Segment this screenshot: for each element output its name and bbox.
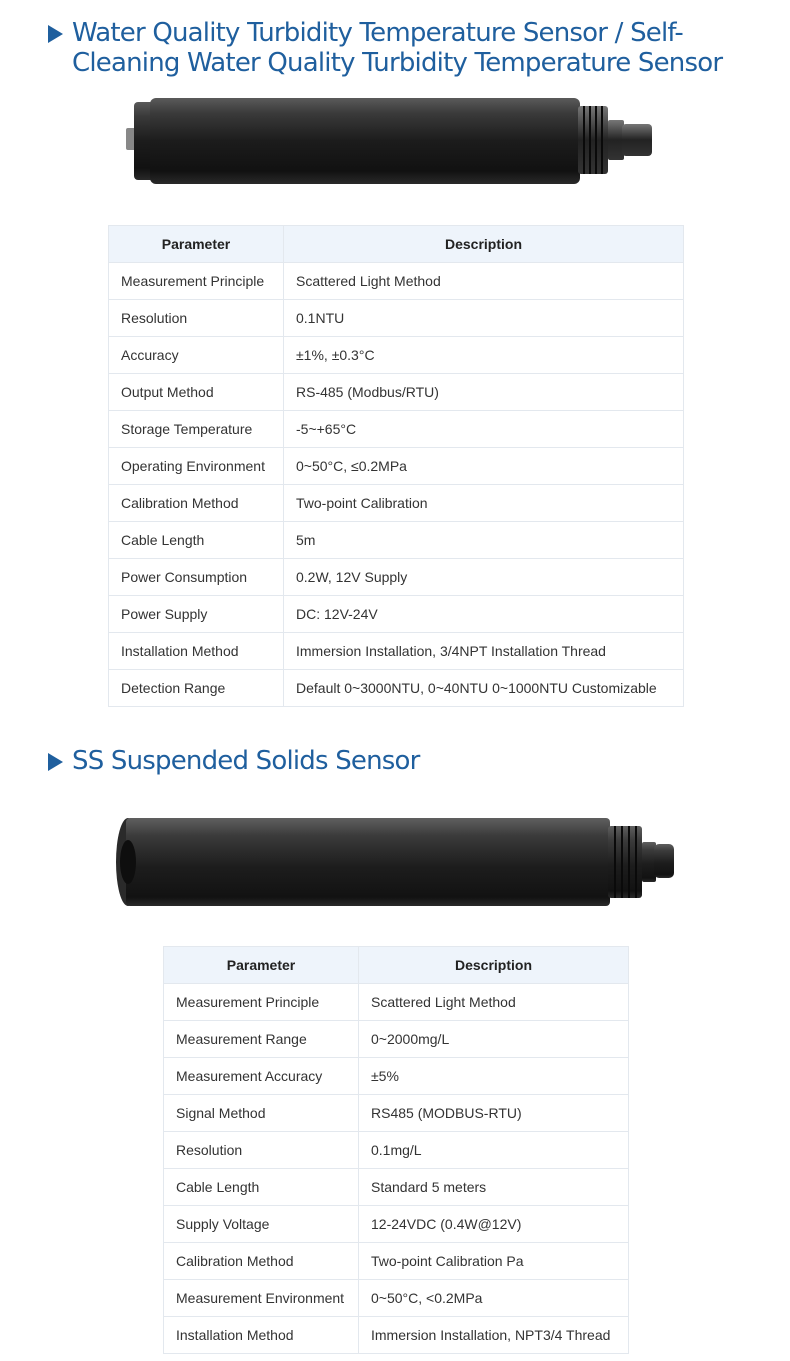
value-cell: RS485 (MODBUS-RTU) (359, 1095, 629, 1132)
value-cell: 0.1mg/L (359, 1132, 629, 1169)
table-row (164, 1317, 629, 1354)
table-row (164, 1243, 629, 1280)
table-row (109, 559, 684, 596)
spec-table-suspended-solids (163, 946, 629, 1354)
param-cell: Installation Method (164, 1317, 359, 1354)
value-cell: 0.2W, 12V Supply (284, 559, 684, 596)
param-cell: Measurement Principle (109, 263, 284, 300)
table-row (109, 485, 684, 522)
value-cell: Two-point Calibration (284, 485, 684, 522)
header-description: Description (284, 226, 684, 263)
value-cell: 0~2000mg/L (359, 1021, 629, 1058)
param-cell: Resolution (109, 300, 284, 337)
table-row (109, 411, 684, 448)
section-title-text: Water Quality Turbidity Temperature Sensor / Self- Cleaning Water Quality Turbidity Temperature Sensor (72, 18, 723, 78)
section-title-turbidity (48, 18, 722, 78)
param-cell: Storage Temperature (109, 411, 284, 448)
param-cell: Supply Voltage (164, 1206, 359, 1243)
triangle-bullet-icon (48, 753, 63, 771)
value-cell: RS-485 (Modbus/RTU) (284, 374, 684, 411)
value-cell: ±5% (359, 1058, 629, 1095)
suspended-solids-sensor-image (112, 812, 682, 912)
turbidity-sensor-image (122, 92, 662, 192)
table-row (109, 670, 684, 707)
table-row (109, 633, 684, 670)
param-cell: Calibration Method (164, 1243, 359, 1280)
section-title-suspended-solids (48, 746, 420, 776)
param-cell: Calibration Method (109, 485, 284, 522)
table-row (109, 448, 684, 485)
param-cell: Output Method (109, 374, 284, 411)
table-row (109, 263, 684, 300)
value-cell: 12-24VDC (0.4W@12V) (359, 1206, 629, 1243)
value-cell: Immersion Installation, NPT3/4 Thread (359, 1317, 629, 1354)
table-row (109, 337, 684, 374)
value-cell: Two-point Calibration Pa (359, 1243, 629, 1280)
table-row (164, 1169, 629, 1206)
table-row (164, 1021, 629, 1058)
table-row (109, 374, 684, 411)
value-cell: Scattered Light Method (284, 263, 684, 300)
header-description: Description (359, 947, 629, 984)
table-row (164, 1280, 629, 1317)
param-cell: Power Consumption (109, 559, 284, 596)
header-parameter: Parameter (109, 226, 284, 263)
table-row (164, 984, 629, 1021)
value-cell: 5m (284, 522, 684, 559)
table-row (164, 1132, 629, 1169)
triangle-bullet-icon (48, 25, 63, 43)
param-cell: Installation Method (109, 633, 284, 670)
table-row (109, 300, 684, 337)
param-cell: Detection Range (109, 670, 284, 707)
param-cell: Accuracy (109, 337, 284, 374)
param-cell: Signal Method (164, 1095, 359, 1132)
param-cell: Power Supply (109, 596, 284, 633)
param-cell: Measurement Accuracy (164, 1058, 359, 1095)
value-cell: Scattered Light Method (359, 984, 629, 1021)
value-cell: DC: 12V-24V (284, 596, 684, 633)
table-row (109, 596, 684, 633)
table-header-row (109, 226, 684, 263)
param-cell: Cable Length (109, 522, 284, 559)
value-cell: 0~50°C, ≤0.2MPa (284, 448, 684, 485)
table-row (109, 522, 684, 559)
param-cell: Cable Length (164, 1169, 359, 1206)
value-cell: Immersion Installation, 3/4NPT Installation Thread (284, 633, 684, 670)
value-cell: 0~50°C, <0.2MPa (359, 1280, 629, 1317)
param-cell: Measurement Environment (164, 1280, 359, 1317)
value-cell: Default 0~3000NTU, 0~40NTU 0~1000NTU Customizable (284, 670, 684, 707)
table-row (164, 1095, 629, 1132)
param-cell: Resolution (164, 1132, 359, 1169)
table-row (164, 1058, 629, 1095)
spec-table-turbidity (108, 225, 684, 707)
section-title-text: SS Suspended Solids Sensor (72, 746, 420, 776)
value-cell: ±1%, ±0.3°C (284, 337, 684, 374)
table-header-row (164, 947, 629, 984)
header-parameter: Parameter (164, 947, 359, 984)
table-row (164, 1206, 629, 1243)
param-cell: Measurement Range (164, 1021, 359, 1058)
param-cell: Measurement Principle (164, 984, 359, 1021)
value-cell: 0.1NTU (284, 300, 684, 337)
value-cell: -5~+65°C (284, 411, 684, 448)
value-cell: Standard 5 meters (359, 1169, 629, 1206)
param-cell: Operating Environment (109, 448, 284, 485)
